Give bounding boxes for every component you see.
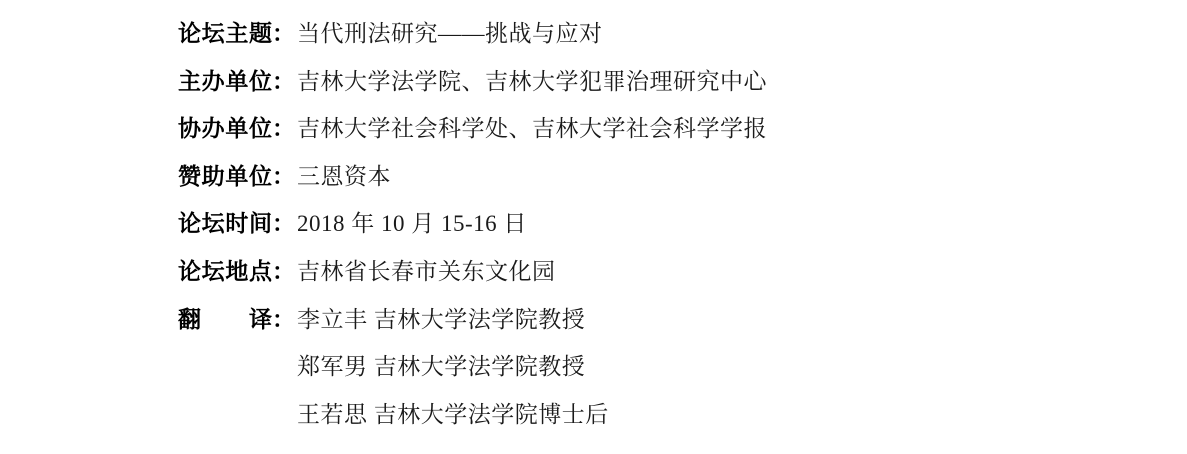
field-value: 三恩资本 — [297, 163, 391, 189]
field-label: 论坛时间 — [178, 210, 272, 237]
field-colon: ： — [272, 20, 295, 46]
field-value: 2018 年 10 月 15-16 日 — [297, 211, 527, 237]
field-label: 翻 译 — [178, 305, 272, 332]
info-row-sponsor — [178, 153, 767, 201]
info-row-host-organization — [178, 58, 767, 106]
info-row-coorganizer — [178, 105, 767, 153]
field-value: 李立丰 吉林大学法学院教授 — [297, 306, 586, 332]
document-body — [178, 10, 767, 438]
field-label: 协办单位 — [178, 115, 272, 142]
info-row-translator-3 — [178, 391, 767, 439]
info-row-forum-venue — [178, 248, 767, 296]
info-row-translator-2 — [178, 343, 767, 391]
field-value: 郑军男 吉林大学法学院教授 — [297, 354, 586, 380]
field-label: 赞助单位 — [178, 162, 272, 189]
field-colon: ： — [272, 115, 295, 142]
field-colon: ： — [272, 257, 295, 284]
field-value: 吉林省长春市关东文化园 — [297, 258, 556, 284]
info-row-forum-topic — [178, 10, 767, 58]
field-label: 论坛地点 — [178, 257, 272, 284]
field-colon: ： — [272, 210, 295, 237]
field-colon: ： — [272, 162, 295, 189]
info-row-forum-time — [178, 200, 767, 248]
field-value: 吉林大学社会科学处、吉林大学社会科学学报 — [297, 116, 767, 142]
field-colon: ： — [272, 305, 295, 332]
field-label: 论坛主题 — [178, 20, 272, 46]
field-value: 王若思 吉林大学法学院博士后 — [297, 401, 609, 427]
field-label: 主办单位 — [178, 67, 272, 94]
field-colon: ： — [272, 67, 295, 94]
info-row-translator-1 — [178, 296, 767, 344]
field-value: 当代刑法研究——挑战与应对 — [297, 21, 603, 46]
field-value: 吉林大学法学院、吉林大学犯罪治理研究中心 — [297, 68, 767, 94]
